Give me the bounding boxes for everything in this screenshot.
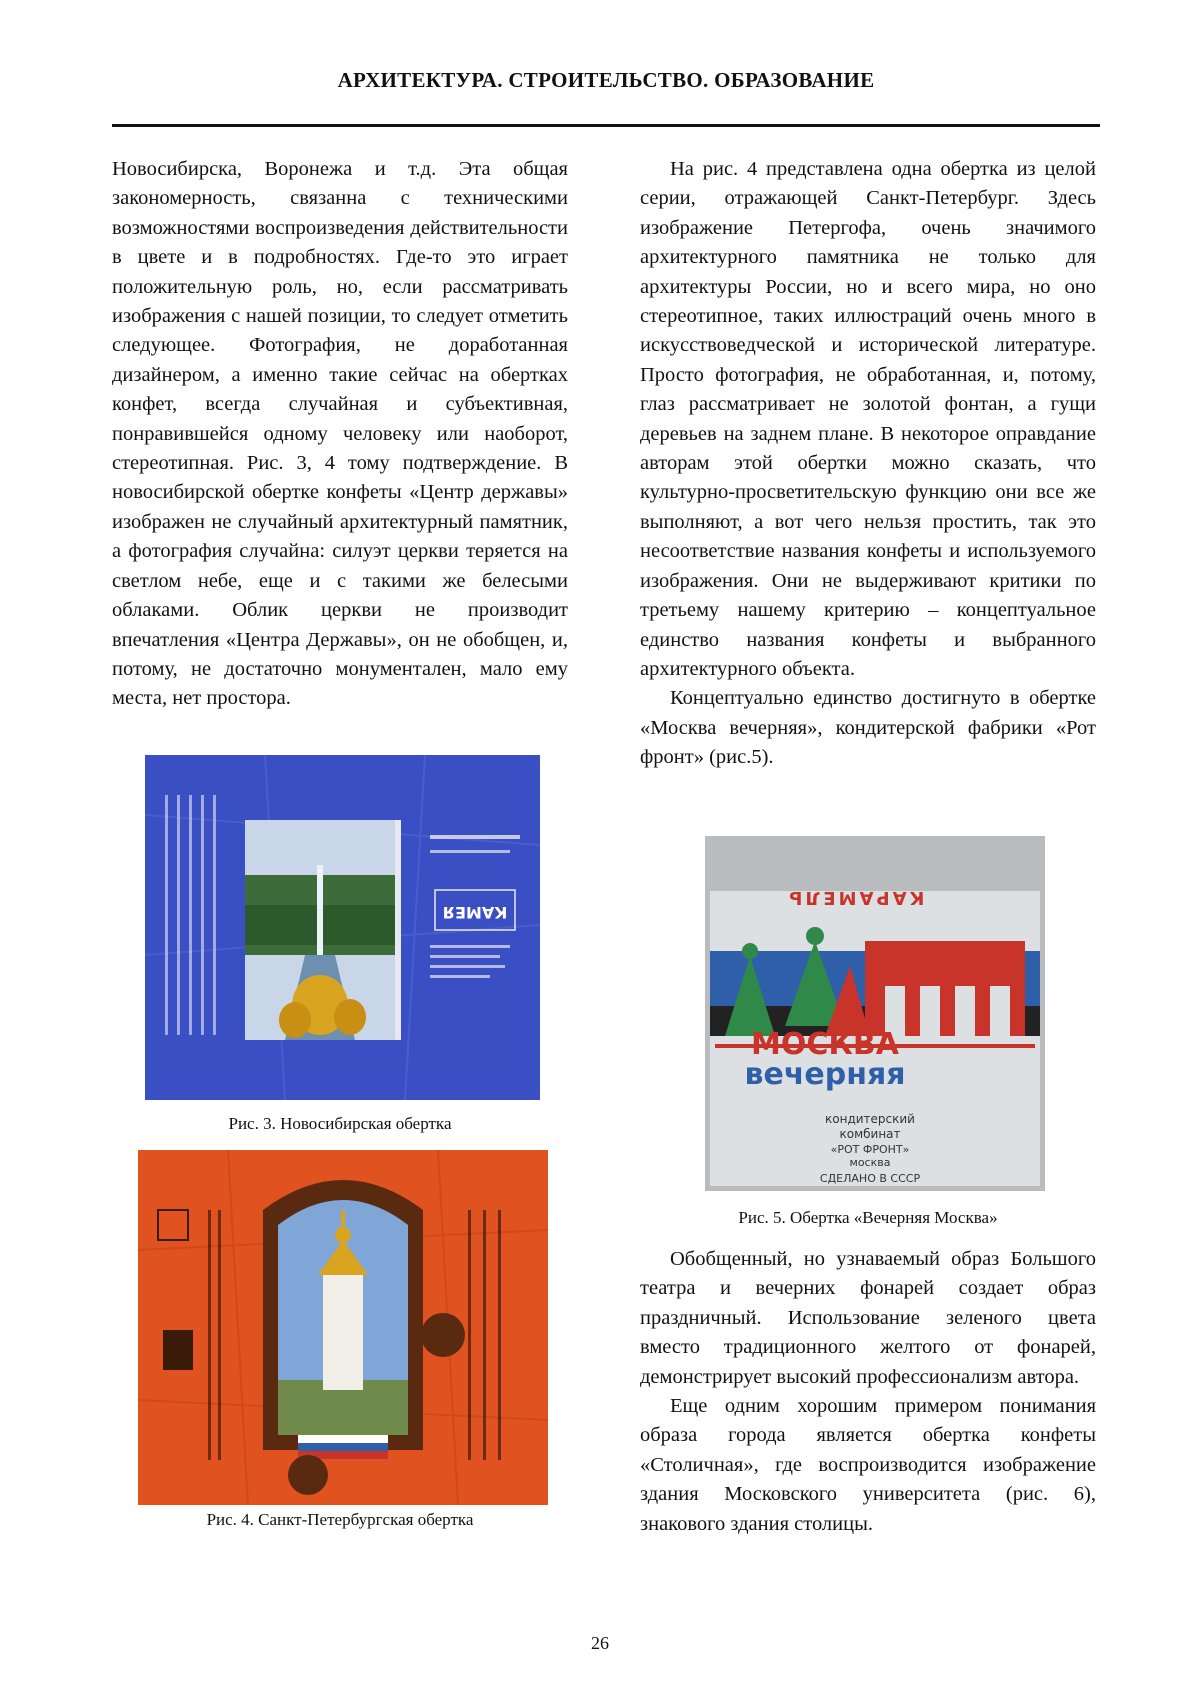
right-paragraph-2: Концептуально единство достигнуто в обертке «Москва вечерняя», кондитерской фабрики «Рот фронт» (рис.5). — [640, 687, 1096, 769]
right-paragraph-1: На рис. 4 представлена одна обертка из целой серии, отражающей Санкт-Петербург. Здесь изображение Петергофа, очень значимого архитектурного памятника не только для архитектуры России, но и всего мира, но оно стереотипное, таких иллюстраций очень много в искусствоведческой и исторической литературе. Просто фотография, не обработанная, и, потому, глаз рассматривает не золотой фонтан, а гущи деревьев на заднем плане. В некоторое оправдание авторам этой обертки можно сказать, что культурно-просветительскую функцию они все же выполняют, а вот чего нельзя простить, так это несоответствие названия конфеты и используемого изображения. Они не выдерживают критики по третьему нашему критерию – концептуальное единство названия конфеты и выбранного архитектурного объекта. — [640, 158, 1096, 680]
moskva-vechernyaya-wrapper-illustration — [705, 836, 1045, 1191]
novosibirsk-wrapper-illustration — [145, 755, 540, 1100]
right-paragraph-3: Обобщенный, но узнаваемый образ Большого театра и вечерних фонарей создает образ праздничный. Использование зеленого цвета вместо традиционного желтого от фонарей, демонстрирует высокий профессионализм автора. — [640, 1248, 1096, 1388]
header-rule — [112, 124, 1100, 127]
page-number: 26 — [591, 1633, 609, 1653]
footer-line-4: москва — [849, 1156, 891, 1169]
figure-5-caption: Рис. 5. Обертка «Вечерняя Москва» — [738, 1208, 998, 1227]
figure-5-image — [705, 836, 1045, 1191]
figure-4-image — [138, 1150, 548, 1505]
right-column-lower — [640, 1245, 1096, 1539]
right-column — [640, 155, 1096, 773]
left-column — [112, 155, 568, 714]
title-vechernyaya: вечерняя — [744, 1057, 906, 1092]
spb-wrapper-illustration — [138, 1150, 548, 1505]
brand-kameya: КАМЕЯ — [442, 903, 508, 922]
karamel-label: КАРАМЕЛЬ — [785, 887, 925, 908]
left-paragraph-1: Новосибирска, Воронежа и т.д. Эта общая закономерность, связанна с техническими возможностями воспроизведения действительности в цвете и в подробностях. Где-то это играет положительную роль, но, если рассматривать изображения с нашей позиции, то следует отметить следующее. Фотография, не доработанная дизайнером, а именно такие сейчас на обертках конфет, всегда случайная и субъективная, понравившейся одному человеку или наоборот, стереотипная. Рис. 3, 4 тому подтверждение. В новосибирской обертке конфеты «Центр державы» изображен не случайный архитектурный памятник, а фотография случайна: силуэт церкви теряется на светлом небе, еще и с такими же белесыми облаками. Облик церкви не производит впечатления «Центра Державы», он не обобщен, и, потому, не достаточно монументален, мало ему места, нет простора. — [112, 158, 568, 710]
figure-4-caption: Рис. 4. Санкт-Петербургская обертка — [206, 1510, 474, 1529]
figure-3-image — [145, 755, 540, 1100]
footer-line-3: «РОТ ФРОНТ» — [830, 1143, 910, 1156]
footer-line-1: кондитерский — [825, 1112, 915, 1126]
running-header: АРХИТЕКТУРА. СТРОИТЕЛЬСТВО. ОБРАЗОВАНИЕ — [337, 68, 875, 92]
title-moskva: МОСКВА — [751, 1027, 899, 1062]
footer-line-5: СДЕЛАНО В СССР — [819, 1172, 921, 1185]
figure-3-caption: Рис. 3. Новосибирская обертка — [228, 1114, 452, 1133]
footer-line-2: комбинат — [839, 1127, 901, 1141]
right-paragraph-4: Еще одним хорошим примером понимания образа города является обертка конфеты «Столичная», где воспроизводится изображение здания Московского университета (рис. 6), знакового здания столицы. — [640, 1395, 1096, 1535]
